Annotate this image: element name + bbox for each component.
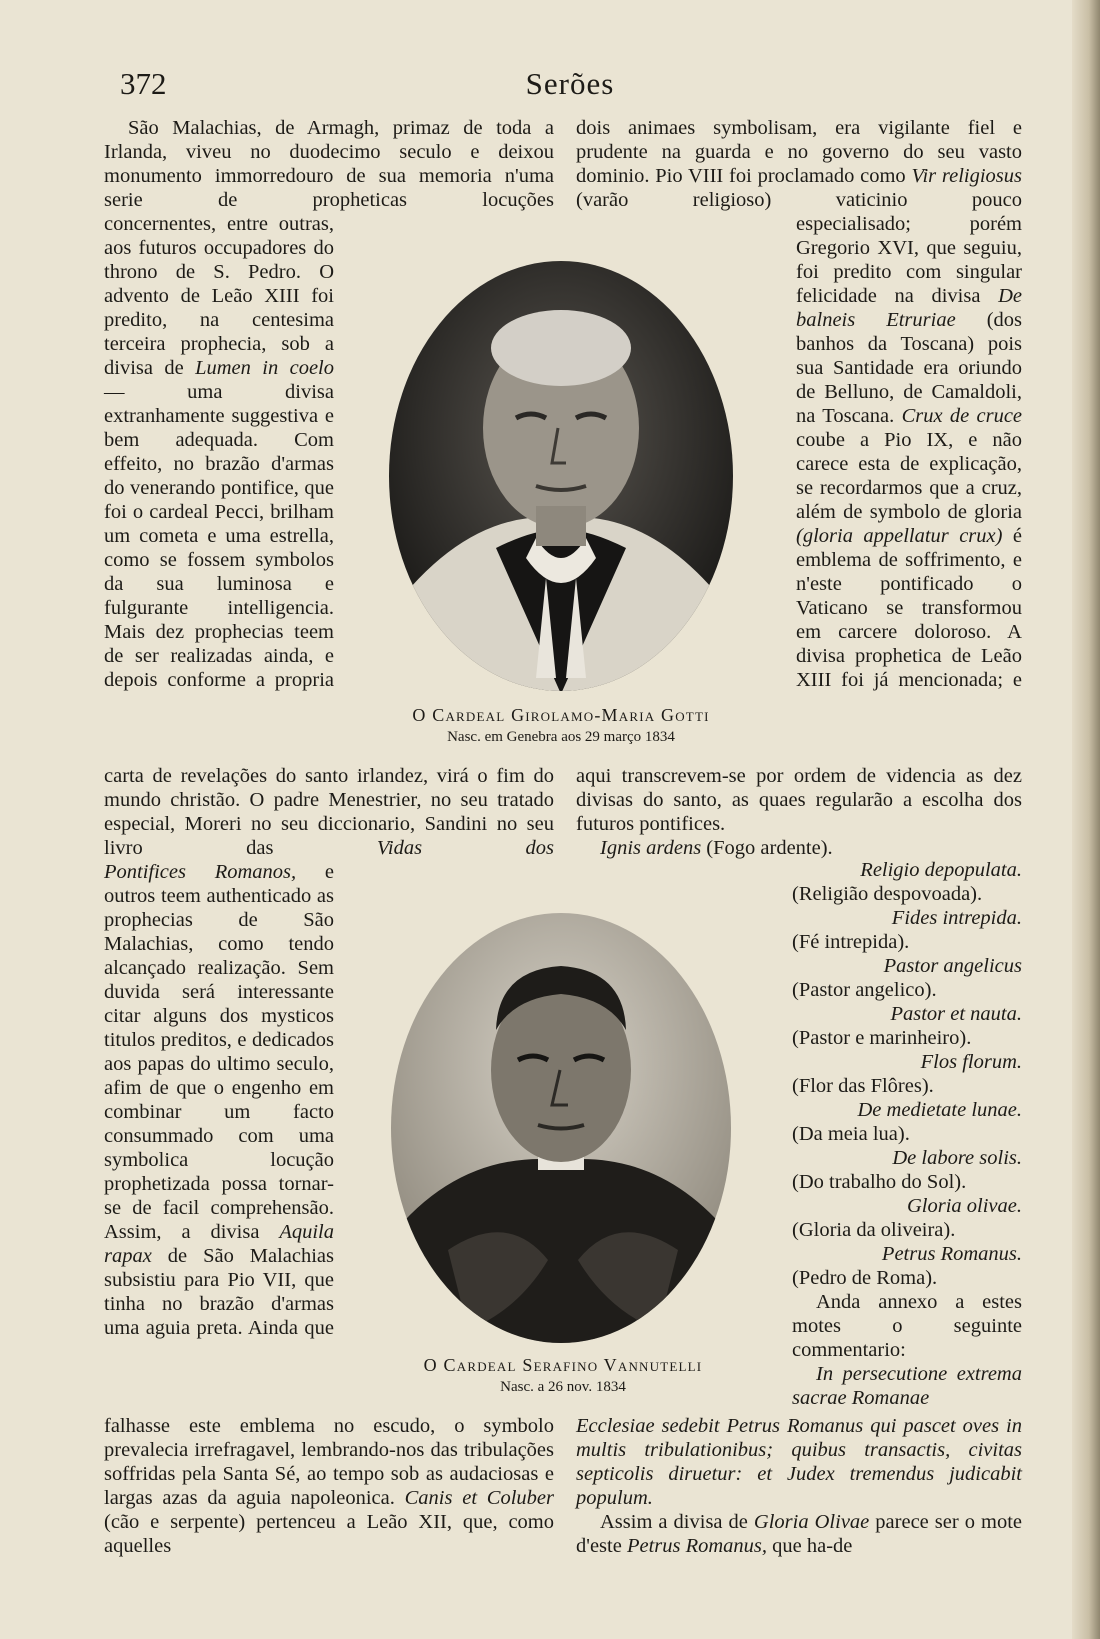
paragraph: Anda annexo a estes motes o seguinte commentario: bbox=[792, 1291, 1022, 1361]
right-column-top bbox=[576, 116, 1022, 212]
list-item: De labore solis. (Do trabalho do Sol). bbox=[792, 1147, 1022, 1193]
paragraph: Ecclesiae sedebit Petrus Romanus qui pascet oves in multis tribulationibus; quibus transactis, civitas septicolis diruetur: et Judex tremendus judicabit populum. bbox=[576, 1415, 1022, 1509]
list-item: Pastor et nauta. (Pastor e marinheiro). bbox=[792, 1003, 1022, 1049]
caption-title: O Cardeal Serafino Vannutelli bbox=[423, 1355, 703, 1375]
portrait-photo-cardinal-icon bbox=[386, 258, 736, 694]
paragraph: São Malachias, de Armagh, primaz de toda a Irlanda, viveu no duodecimo seculo e deixou monumento immorredouro de sua memoria n'uma serie de propheticas locuções bbox=[104, 117, 554, 211]
list-item: De medietate lunae. (Da meia lua). bbox=[792, 1099, 1022, 1145]
right-column-middle bbox=[576, 764, 1022, 860]
left-column-narrow-bottom bbox=[104, 860, 334, 1340]
paragraph: Ignis ardens (Fogo ardente). bbox=[600, 837, 833, 859]
portrait-photo-cardinal-icon bbox=[388, 910, 734, 1346]
page-header bbox=[120, 66, 1020, 106]
portrait-vannutelli bbox=[388, 910, 734, 1346]
page-number: 372 bbox=[120, 66, 167, 101]
paragraph: dois animaes symbolisam, era vigilante fiel e prudente na guarda e no governo do seu vasto dominio. Pio VIII foi proclamado como Vir religiosus (varão religioso) vaticinio pouco bbox=[576, 117, 1022, 211]
caption-subtitle: Nasc. em Genebra aos 29 março 1834 bbox=[447, 729, 675, 745]
list-item: Flos florum. (Flor das Flôres). bbox=[792, 1051, 1022, 1097]
left-column-top bbox=[104, 116, 554, 212]
page-edge bbox=[1072, 0, 1100, 1639]
paragraph: In persecutione extrema sacrae Romanae bbox=[792, 1363, 1022, 1409]
list-item: Religio depopulata. (Religião despovoada). bbox=[792, 859, 1022, 905]
portrait-vannutelli-caption bbox=[370, 1354, 756, 1398]
list-item: Gloria olivae. (Gloria da oliveira). bbox=[792, 1195, 1022, 1241]
right-column-narrow-top bbox=[796, 212, 1022, 692]
paragraph: aqui transcrevem-se por ordem de videncia as dez divisas do santo, as quaes regularão a escolha dos futuros pontifices. bbox=[576, 765, 1022, 835]
right-column-narrow-bottom bbox=[792, 1290, 1022, 1410]
paragraph: Pontifices Romanos, e outros teem authenticado as prophecias de São Malachias, como tendo alcançado realização. Sem duvida será interessante citar alguns dos mysticos titulos preditos, e dedicados aos papas do ultimo seculo, afim de que o engenho em combinar um facto consummado com uma symbolica locução prophetizada possa tornar-se de facil comprehensão. Assim, a divisa Aquila rapax de São Malachias subsistiu para Pio VII, que tinha no brazão d'armas uma aguia preta. Ainda que bbox=[104, 861, 335, 1339]
list-item: Fides intrepida. (Fé intrepida). bbox=[792, 907, 1022, 953]
left-column-middle bbox=[104, 764, 554, 860]
portrait-gotti-caption bbox=[366, 704, 756, 748]
paragraph: Assim a divisa de Gloria Olivae parece ser o mote d'este Petrus Romanus, que ha-de bbox=[576, 1511, 1022, 1557]
running-title: Serões bbox=[525, 66, 615, 101]
right-column-bottom bbox=[576, 1414, 1022, 1558]
caption-subtitle: Nasc. a 26 nov. 1834 bbox=[500, 1379, 626, 1395]
left-column-bottom bbox=[104, 1414, 554, 1558]
paragraph: concernentes, entre outras, aos futuros occupadores do throno de S. Pedro. O advento de Leão XIII foi predito, na centesima terceira prophecia, sob a divisa de Lumen in coelo — uma divisa extranhamente suggestiva e bem adequada. Com effeito, no brazão d'armas do venerando pontifice, que foi o cardeal Pecci, brilham um cometa e uma estrella, como se fossem symbolos da sua luminosa e fulgurante intelligencia. Mais dez prophecias teem de ser realizadas ainda, e depois conforme a propria bbox=[104, 213, 334, 691]
caption-title: O Cardeal Girolamo-Maria Gotti bbox=[412, 705, 710, 725]
paragraph: carta de revelações do santo irlandez, virá o fim do mundo christão. O padre Menestrier, no seu tratado especial, Moreri no seu diccionario, Sandini no seu livro das Vidas dos bbox=[104, 765, 555, 859]
left-column-narrow-top bbox=[104, 212, 334, 692]
paragraph: especialisado; porém Gregorio XVI, que seguiu, foi predito com singular felicidade na divisa De balneis Etruriae (dos banhos da Toscana) pois sua Santidade era oriundo de Belluno, de Camaldoli, na Toscana. Crux de cruce coube a Pio IX, e não carece esta de explicação, se recordarmos que a cruz, além de symbolo de gloria (gloria appellatur crux) é emblema de soffrimento, e n'este pontificado o Vaticano se transformou em carcere doloroso. A divisa prophetica de Leão XIII foi já mencionada; e bbox=[796, 213, 1023, 691]
portrait-gotti bbox=[386, 258, 736, 694]
prophecy-motes-list bbox=[792, 858, 1022, 1290]
paragraph: falhasse este emblema no escudo, o symbolo prevalecia irrefragavel, lembrando-nos das tribulações soffridas pela Santa Sé, ao tempo sob as audaciosas e largas azas da aguia napoleonica. Canis et Coluber (cão e serpente) pertenceu a Leão XII, que, como aquelles bbox=[104, 1415, 555, 1557]
list-item: Pastor angelicus (Pastor angelico). bbox=[792, 955, 1022, 1001]
list-item: Petrus Romanus. (Pedro de Roma). bbox=[792, 1243, 1022, 1289]
